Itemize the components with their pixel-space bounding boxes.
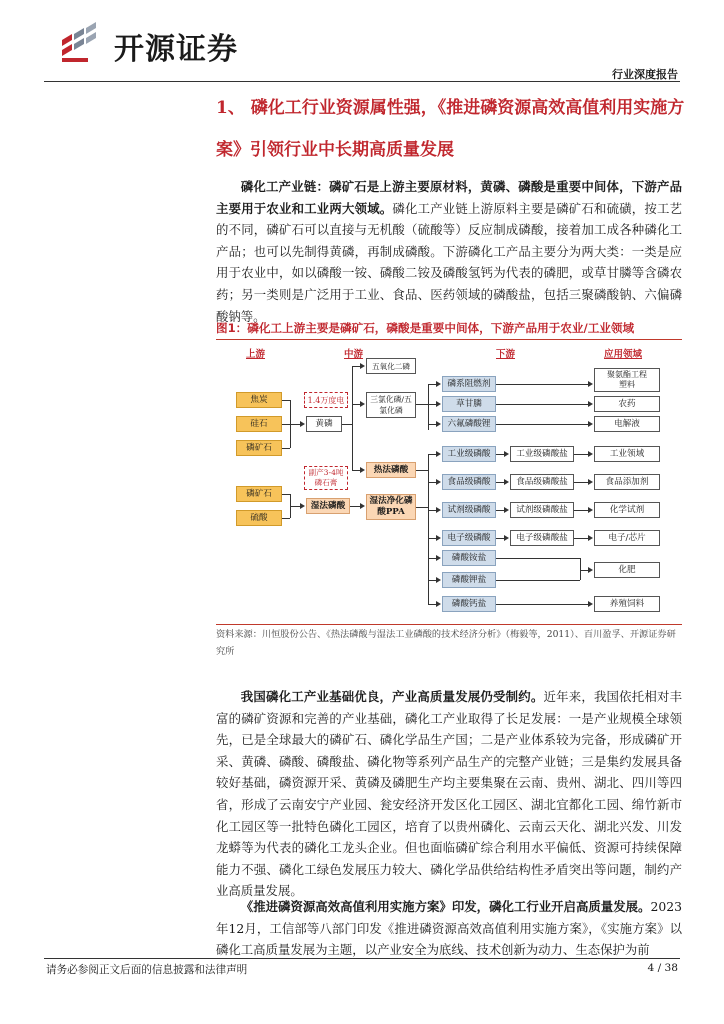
connector — [282, 400, 290, 401]
connector — [416, 507, 428, 508]
electronic-grade-acid: 电子级磷酸 — [442, 530, 496, 546]
logo-text: 开源证券 — [114, 32, 238, 67]
arrow-icon — [436, 601, 441, 607]
connector — [428, 424, 436, 425]
connector — [352, 366, 353, 470]
paragraph-industry-base — [216, 686, 682, 902]
app-food-additive: 食品添加剂 — [594, 474, 660, 490]
connector — [574, 510, 588, 511]
stage-downstream: 下游 — [496, 349, 516, 360]
connector — [496, 424, 588, 425]
connector — [282, 494, 290, 495]
wet-phosphoric-acid: 湿法磷酸 — [306, 498, 350, 514]
page-number: 4 / 38 — [647, 962, 678, 974]
raw-coke: 焦炭 — [236, 392, 282, 408]
footer-disclaimer: 请务必参阅正文后面的信息披露和法律声明 — [46, 964, 248, 976]
ammonium-phosphate: 磷酸铵盐 — [442, 550, 496, 566]
connector — [282, 448, 290, 449]
logo — [58, 20, 298, 67]
stage-application: 应用领域 — [604, 349, 643, 360]
electricity-note: 1.4万度电 — [304, 392, 348, 408]
arrow-icon — [436, 451, 441, 457]
stage-upstream: 上游 — [246, 349, 266, 360]
arrow-icon — [588, 507, 593, 513]
paragraph-lead: 《推进磷资源高效高值利用实施方案》印发，磷化工行业开启高质量发展。 — [240, 899, 651, 914]
arrow-icon — [436, 577, 441, 583]
arrow-icon — [436, 535, 441, 541]
potassium-phosphate: 磷酸钾盐 — [442, 572, 496, 588]
section-heading — [216, 90, 686, 168]
arrow-icon — [436, 401, 441, 407]
app-fertilizer: 化肥 — [594, 562, 660, 578]
arrow-icon — [360, 401, 365, 407]
connector — [282, 424, 290, 425]
paragraph-body: 磷化工产业链上游原料主要是磷矿石和硫磺，按工艺的不同，磷矿石可以直接与无机酸（硫酸等）反应制成磷酸，接着加工成各种磷化工产品；也可以先制得黄磷，再制成磷酸。下游磷化工产品主要分为两大类：一类是应用于农业中，如以磷酸一铵、磷酸二铵及磷酸氢钙为代表的磷肥，或草甘膦等含磷农药；另一类则是广泛用于工业、食品、医药领域的磷酸盐，包括三聚磷酸钠、六偏磷酸钠等。 — [216, 200, 683, 324]
arrow-icon — [360, 363, 365, 369]
stage-midstream: 中游 — [344, 349, 364, 360]
header-rule — [44, 81, 680, 82]
connector — [580, 558, 581, 580]
connector — [428, 510, 436, 511]
electronic-grade-salt: 电子级磷酸盐 — [510, 530, 574, 546]
connector — [428, 580, 436, 581]
connector — [496, 384, 588, 385]
connector — [428, 384, 436, 385]
phosphorus-pentoxide: 五氧化二磷 — [366, 358, 416, 374]
food-grade-acid: 食品级磷酸 — [442, 474, 496, 490]
figure-source: 资料来源：川恒股份公告、《热法磷酸与湿法工业磷酸的技术经济分析》（梅毅等，2011）、百川盈孚、开源证券研究所 — [216, 629, 676, 657]
connector — [580, 570, 588, 571]
app-feed: 养殖饲料 — [594, 596, 660, 612]
connector — [428, 604, 436, 605]
connector — [342, 424, 352, 425]
paragraph-body: 2023年12月，工信部等八部门印发《推进磷资源高效高值利用实施方案》，《实施方案》以磷化工高质量发展为主题，以产业安全为底线、技术创新为动力、生态保护为前 — [216, 899, 682, 958]
arrow-icon — [436, 381, 441, 387]
arrow-icon — [300, 503, 305, 509]
connector — [496, 454, 504, 455]
arrow-icon — [588, 601, 593, 607]
calcium-phosphate: 磷酸钙盐 — [442, 596, 496, 612]
connector — [428, 454, 436, 455]
app-industry: 工业领域 — [594, 446, 660, 462]
connector — [496, 604, 588, 605]
byproduct-gypsum-note: 副产3-4吨磷石膏 — [304, 466, 348, 490]
arrow-icon — [300, 421, 305, 427]
report-type: 行业深度报告 — [612, 68, 678, 81]
connector — [416, 470, 428, 471]
section-heading-line1: 1、 磷化工行业资源属性强，《推进磷资源高效高值利用实施方 — [216, 98, 685, 118]
arrow-icon — [504, 507, 509, 513]
arrow-icon — [504, 535, 509, 541]
flame-retardant: 磷系阻燃剂 — [442, 376, 496, 392]
arrow-icon — [504, 479, 509, 485]
arrow-icon — [588, 479, 593, 485]
arrow-icon — [588, 381, 593, 387]
arrow-icon — [360, 503, 365, 509]
arrow-icon — [360, 467, 365, 473]
connector — [428, 454, 429, 604]
arrow-icon — [588, 401, 593, 407]
arrow-icon — [588, 451, 593, 457]
paragraph-supply-chain — [216, 176, 682, 327]
app-pesticide: 农药 — [594, 396, 660, 412]
reagent-grade-salt: 试剂级磷酸盐 — [510, 502, 574, 518]
app-electrolyte: 电解液 — [594, 416, 660, 432]
connector — [352, 470, 360, 471]
connector — [352, 366, 360, 367]
footer-rule — [44, 958, 680, 959]
connector — [290, 424, 300, 425]
raw-phosphate-rock-2: 磷矿石 — [236, 486, 282, 502]
industrial-grade-salt: 工业级磷酸盐 — [510, 446, 574, 462]
thermal-phosphoric-acid: 热法磷酸 — [366, 462, 416, 478]
figure-bottom-rule — [216, 624, 682, 625]
glyphosate: 草甘膦 — [442, 396, 496, 412]
raw-sulfuric-acid: 硫酸 — [236, 510, 282, 526]
industrial-grade-acid: 工业级磷酸 — [442, 446, 496, 462]
connector — [574, 482, 588, 483]
connector — [496, 538, 504, 539]
paragraph-lead: 我国磷化工产业基础优良，产业高质量发展仍受制约。 — [240, 689, 544, 704]
reagent-grade-acid: 试剂级磷酸 — [442, 502, 496, 518]
arrow-icon — [504, 451, 509, 457]
arrow-icon — [436, 479, 441, 485]
lithium-hexafluorophosphate: 六氟磷酸锂 — [442, 416, 496, 432]
connector — [352, 404, 360, 405]
connector — [416, 404, 428, 405]
connector — [496, 558, 580, 559]
connector — [496, 482, 504, 483]
connector — [496, 580, 580, 581]
supply-chain-diagram — [216, 340, 682, 622]
arrow-icon — [436, 555, 441, 561]
arrow-icon — [588, 535, 593, 541]
figure-title: 图1：磷化工上游主要是磷矿石，磷酸是重要中间体，下游产品用于农业/工业领域 — [216, 321, 635, 335]
arrow-icon — [436, 421, 441, 427]
section-heading-line2: 案》引领行业中长期高质量发展 — [216, 140, 454, 160]
arrow-icon — [588, 421, 593, 427]
connector — [428, 482, 436, 483]
connector — [496, 404, 588, 405]
connector — [574, 454, 588, 455]
connector — [428, 558, 436, 559]
connector — [428, 538, 436, 539]
connector — [350, 506, 360, 507]
app-electronics: 电子/芯片 — [594, 530, 660, 546]
logo-mark-icon — [58, 20, 110, 64]
phosphorus-chlorides: 三氯化磷/五氯化磷 — [366, 392, 416, 418]
raw-silica: 硅石 — [236, 416, 282, 432]
raw-phosphate-rock-1: 磷矿石 — [236, 440, 282, 456]
connector — [290, 506, 300, 507]
connector — [282, 518, 290, 519]
purified-phosphoric-acid: 湿法净化磷酸PPA — [366, 494, 416, 520]
connector — [496, 510, 504, 511]
arrow-icon — [436, 507, 441, 513]
paragraph-policy — [216, 896, 682, 961]
paragraph-lead: 磷化工产业链：磷矿石是上游主要原材料，黄磷、磷酸是重要中间体，下游产品主要用于农业和工业两大领域。 — [216, 179, 682, 216]
connector — [574, 538, 588, 539]
yellow-phosphorus: 黄磷 — [306, 416, 342, 432]
food-grade-salt: 食品级磷酸盐 — [510, 474, 574, 490]
arrow-icon — [588, 567, 593, 573]
connector — [428, 404, 436, 405]
app-polymer: 聚氨酯工程塑料 — [594, 368, 660, 392]
paragraph-body: 近年来，我国依托相对丰富的磷矿资源和完善的产业基础，磷化工产业取得了长足发展：一是产业规模全球领先，已是全球最大的磷矿石、磷化学品生产国；二是产业体系较为完备，形成磷矿开采、黄磷、磷酸、磷酸盐、磷化物等系列产品生产的完整产业链；三是集约发展具备较好基础，磷资源开采、黄磷及磷肥生产均主要集聚在云南、贵州、湖北、四川等四省，形成了云南安宁产业园、瓮安经济开发区化工园区、湖北宜都化工园、绵竹新市化工园区等一批特色磷化工园区，培育了以贵州磷化、云南云天化、湖北兴发、川发龙蟒等为代表的磷化工龙头企业。但也面临磷矿综合利用水平偏低、资源可持续保障能力不强、磷化工绿色发展压力较大、磷化学品供给结构性矛盾突出等问题，制约产业高质量发展。 — [216, 689, 683, 899]
app-chemical-reagent: 化学试剂 — [594, 502, 660, 518]
